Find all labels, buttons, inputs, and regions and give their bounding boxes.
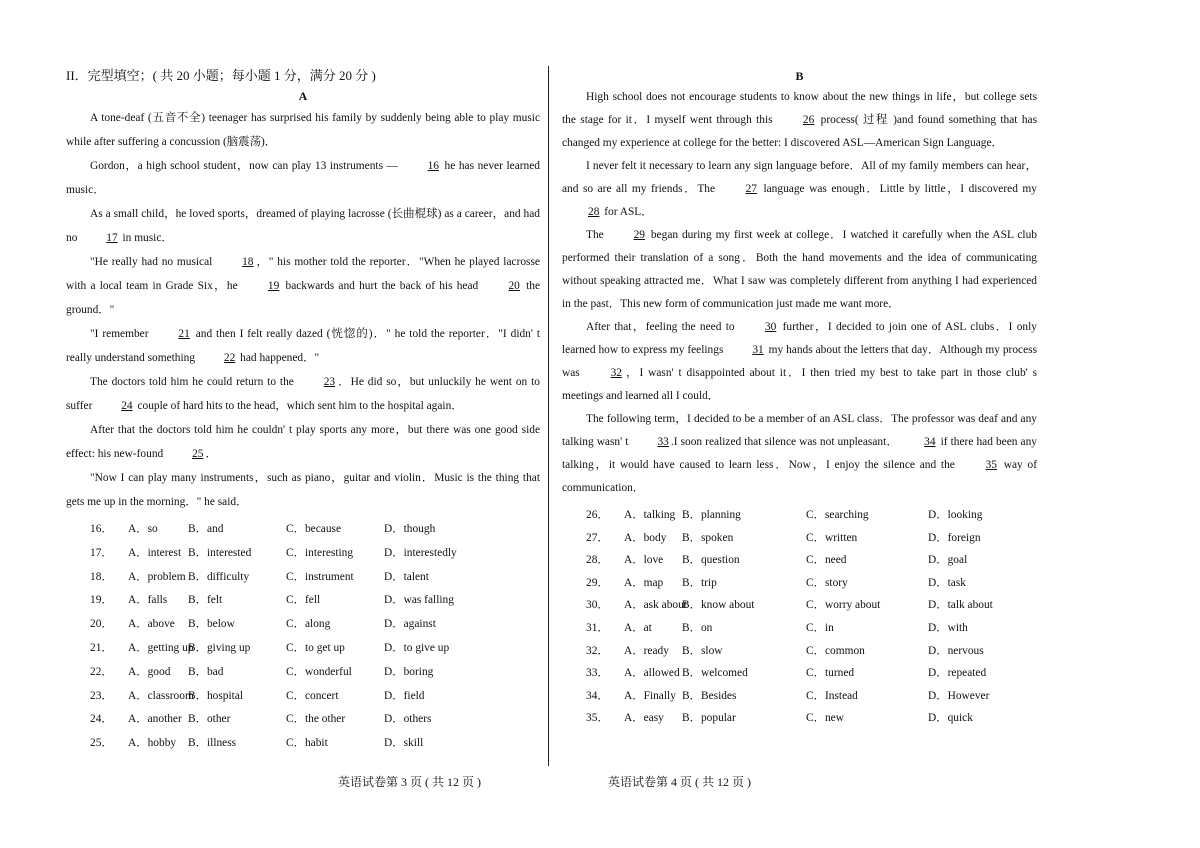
question-row: [562, 504, 1037, 527]
question-number: 35．: [586, 712, 609, 725]
option-b: B．illness: [188, 737, 237, 750]
question-row: [66, 732, 540, 756]
paragraph-text: "I remember: [90, 328, 153, 340]
option-a: A．body: [624, 531, 667, 544]
option-a: A．talking: [624, 509, 676, 521]
question-row: [66, 661, 540, 685]
option-b: B．difficulty: [188, 570, 250, 583]
blank-number: 20: [508, 280, 520, 292]
option-d: D．repeated: [928, 667, 987, 680]
option-b: B．below: [188, 618, 235, 631]
question-row: [562, 707, 1037, 730]
question-number: 32．: [586, 644, 609, 657]
question-row: [562, 549, 1037, 572]
paragraph-text: further，I decided to join one of ASL clubs．I only learned how to express my feelings: [562, 321, 1037, 356]
blank-number: 29: [633, 229, 645, 241]
blank-number: 26: [802, 114, 815, 126]
paragraph-text: backwards and hurt the back of his head: [281, 280, 483, 292]
option-b: B．popular: [682, 712, 736, 725]
option-a: A．hobby: [128, 737, 177, 750]
option-b: B．felt: [188, 594, 223, 607]
question-row: [562, 594, 1037, 617]
option-d: D．boring: [384, 665, 434, 678]
option-d: D．nervous: [928, 644, 984, 657]
paragraph: [66, 250, 540, 322]
question-number: 26．: [586, 509, 609, 521]
paragraph-text: began during my first week at college．I watched it carefully when the ASL club performed their translation of a song．Both the hand movements and the idea of communicating without speaking attracted me．What I saw was completely different from anything I had experienced in the past．This new form of communication just made me want more．: [562, 229, 1037, 310]
paragraph-text: The: [586, 229, 608, 241]
section-title: II．完型填空；( 共 20 小题；每小题 1 分，满分 20 分 ): [66, 68, 376, 83]
option-b: B．question: [682, 554, 740, 567]
question-number: 18．: [90, 570, 113, 583]
paragraph: [562, 224, 1037, 316]
option-d: D．to give up: [384, 641, 450, 654]
paragraph: [562, 155, 1037, 224]
footer-left: 英语试卷第 3 页 ( 共 12 页 ): [338, 775, 481, 789]
question-number: 23．: [90, 689, 113, 702]
option-c: C．habit: [286, 737, 328, 750]
question-number: 29．: [586, 576, 609, 589]
option-c: C．the other: [286, 713, 346, 726]
paragraph-text: A tone-deaf (五音不全) teenager has surprised his family by suddenly being able to play music while after suffering a concussion (脑震荡)．: [66, 112, 540, 148]
paragraph: [562, 316, 1037, 408]
question-number: 30．: [586, 599, 609, 612]
paragraph-text: my hands about the letters that day．Although my process was: [562, 344, 1037, 379]
option-b: B．Besides: [682, 689, 737, 702]
question-number: 19．: [90, 594, 113, 607]
column-divider: [548, 66, 549, 766]
option-a: A．at: [624, 621, 652, 634]
paragraph-text: in music．: [119, 232, 173, 244]
paragraph: [66, 154, 540, 202]
question-row: [562, 572, 1037, 595]
passage-b-body: [562, 86, 1037, 500]
paragraph-text: ，I wasn' t disappointed about it．I then tried my best to take part in those club' s meetings and learned all I could．: [562, 367, 1038, 402]
option-c: C．written: [806, 531, 858, 544]
footer-right: 英语试卷第 4 页 ( 共 12 页 ): [608, 775, 751, 789]
paragraph-text: High school does not encourage students to know about the new things in life，but college sets the stage for it．I myself went through this: [562, 91, 1037, 126]
question-number: 28．: [586, 554, 609, 567]
paragraph-text: Gordon，a high school student，now can play 13 instruments —: [90, 160, 402, 172]
paragraph: [562, 86, 1037, 155]
option-b: B．planning: [682, 509, 741, 521]
question-row: [562, 640, 1037, 663]
paragraph: [66, 322, 540, 370]
blank-number: 21: [178, 328, 190, 340]
option-c: C．common: [806, 644, 865, 657]
option-a: A．so: [128, 523, 158, 535]
question-row: [562, 662, 1037, 685]
blank-number: 27: [745, 183, 757, 195]
option-d: D．with: [928, 621, 968, 634]
paragraph-text: ．: [205, 448, 217, 460]
option-b: B．other: [188, 713, 231, 726]
blank-number: 18: [242, 256, 254, 268]
left-column: [66, 66, 540, 756]
paragraph-text: "Now I can play many instruments，such as piano，guitar and violin．Music is the thing that gets me up in the morning．" he said．: [66, 472, 540, 508]
option-c: C．fell: [286, 594, 321, 607]
paragraph: [66, 202, 540, 250]
option-b: B．spoken: [682, 531, 734, 544]
option-d: D．talk about: [928, 599, 993, 612]
paragraph-text: for ASL．: [601, 206, 653, 218]
option-b: B．bad: [188, 665, 224, 678]
option-d: D．foreign: [928, 531, 981, 544]
option-d: D．field: [384, 689, 425, 702]
question-number: 33．: [586, 667, 609, 680]
option-b: B．and: [188, 523, 224, 535]
option-d: D．others: [384, 713, 432, 726]
paragraph-text: way of communication．: [562, 459, 1037, 494]
paragraph-text: After that the doctors told him he couldn' t play sports any more，but there was one good side effect: his new-found: [66, 424, 540, 460]
paragraph-text: couple of hard hits to the head，which sent him to the hospital again．: [134, 400, 463, 412]
option-d: D．quick: [928, 712, 973, 725]
question-row: [562, 527, 1037, 550]
question-number: 21．: [90, 641, 113, 654]
blank-number: 30: [764, 321, 777, 333]
question-number: 25．: [90, 737, 113, 750]
option-a: A．problem: [128, 570, 186, 583]
paragraph-text: As a small child，he loved sports，dreamed of playing lacrosse (长曲棍球) as a career，and had no: [66, 208, 540, 244]
question-row: [66, 542, 540, 566]
paragraph-text: ，" his mother told the reporter．"When he played lacrosse with a local team in Grade Six，he: [66, 256, 540, 292]
question-row: [562, 685, 1037, 708]
question-number: 16．: [90, 523, 113, 535]
option-a: A．above: [128, 618, 175, 631]
blank-number: 35: [985, 459, 997, 471]
question-row: [66, 637, 540, 661]
passage-a-body: [66, 106, 540, 514]
question-number: 31．: [586, 621, 609, 634]
option-b: B．welcomed: [682, 667, 748, 680]
option-c: C．concert: [286, 689, 339, 702]
option-c: C．instrument: [286, 570, 354, 583]
option-d: D．skill: [384, 737, 424, 750]
blank-number: 22: [223, 352, 236, 364]
blank-number: 19: [267, 280, 280, 292]
paragraph-text: "He really had no musical: [90, 256, 217, 268]
option-a: A．ready: [624, 644, 669, 657]
paragraph: [66, 106, 540, 154]
paragraph-text: he has never learned music．: [66, 160, 540, 196]
option-c: C．need: [806, 554, 847, 567]
option-a: A．map: [624, 576, 664, 589]
passage-b-options: [562, 504, 1037, 730]
question-number: 22．: [90, 665, 113, 678]
option-c: C．wonderful: [286, 665, 352, 678]
paragraph-text: .I soon realized that silence was not unpleasant．: [670, 436, 899, 448]
option-c: C．because: [286, 523, 342, 535]
option-c: C．new: [806, 712, 844, 725]
option-a: A．getting up: [128, 641, 194, 654]
option-d: D．talent: [384, 570, 429, 583]
question-row: [66, 566, 540, 590]
option-d: D．task: [928, 576, 966, 589]
question-row: [66, 589, 540, 613]
paragraph-text: The following term，I decided to be a member of an ASL class．The professor was deaf and any talking wasn' t: [562, 413, 1037, 448]
blank-number: 17: [106, 232, 118, 244]
option-c: C．searching: [806, 509, 869, 521]
option-c: C．to get up: [286, 641, 345, 654]
option-b: B．know about: [682, 599, 755, 612]
option-c: C．story: [806, 576, 848, 589]
option-a: A．falls: [128, 594, 168, 607]
paragraph-text: if there had been any talking，it would have caused to learn less．Now，I enjoy the silence and the: [562, 436, 1037, 471]
paragraph-text: The doctors told him he could return to the: [90, 376, 298, 388]
option-c: C．in: [806, 621, 834, 634]
option-a: A．good: [128, 665, 171, 678]
paragraph-text: and then I felt really dazed (恍惚的)．" he told the reporter．"I didn' t really understand something: [66, 328, 540, 364]
option-c: C．interesting: [286, 546, 354, 559]
option-a: A．love: [624, 554, 664, 567]
passage-a-options: [66, 518, 540, 756]
right-column: [562, 66, 1037, 730]
question-number: 34．: [586, 689, 609, 702]
blank-number: 31: [752, 344, 764, 356]
option-d: D．against: [384, 618, 436, 631]
option-c: C．worry about: [806, 599, 881, 612]
option-d: D．was falling: [384, 594, 454, 607]
question-number: 27．: [586, 531, 609, 544]
blank-number: 24: [121, 400, 133, 412]
question-number: 20．: [90, 618, 113, 631]
option-d: D．interestedly: [384, 546, 457, 559]
paragraph-text: the ground．": [66, 280, 540, 316]
option-a: A．allowed: [624, 667, 680, 680]
blank-number: 33: [657, 436, 669, 448]
option-a: A．ask about: [624, 599, 687, 612]
paragraph: [66, 418, 540, 466]
option-b: B．on: [682, 621, 713, 634]
option-c: C．Instead: [806, 689, 858, 702]
option-d: D．goal: [928, 554, 968, 567]
option-a: A．another: [128, 713, 182, 726]
passage-b-heading: B: [795, 69, 804, 83]
blank-number: 28: [588, 206, 600, 218]
option-d: D．However: [928, 689, 990, 702]
paragraph-text: I never felt it necessary to learn any sign language before．All of my family members can hear，and so are all my friends．The: [562, 160, 1037, 195]
paragraph-text: process( 过程 )and found something that has changed my experience at college for the better: I discovered ASL—American Sign Language．: [562, 114, 1037, 149]
paragraph-text: had happened．": [237, 352, 320, 364]
option-c: C．turned: [806, 667, 855, 680]
blank-number: 23: [323, 376, 336, 388]
paragraph: [562, 408, 1037, 500]
paragraph-text: ．He did so，but unluckily he went on to suffer: [66, 376, 541, 412]
option-a: A．classroom: [128, 689, 194, 702]
question-number: 17．: [90, 546, 113, 559]
paragraph: [66, 466, 540, 514]
option-b: B．trip: [682, 576, 717, 589]
question-number: 24．: [90, 713, 113, 726]
blank-number: 34: [924, 436, 936, 448]
option-b: B．slow: [682, 644, 723, 657]
option-d: D．though: [384, 523, 436, 535]
question-row: [66, 613, 540, 637]
option-c: C．along: [286, 618, 331, 631]
paragraph: [66, 370, 540, 418]
paragraph-text: After that，feeling the need to: [586, 321, 739, 333]
blank-number: 32: [610, 367, 622, 379]
option-b: B．hospital: [188, 689, 244, 702]
passage-a-heading: A: [298, 89, 308, 103]
option-b: B．giving up: [188, 641, 251, 654]
option-b: B．interested: [188, 546, 252, 559]
blank-number: 25: [192, 448, 204, 460]
question-row: [66, 518, 540, 542]
question-row: [66, 708, 540, 732]
option-a: A．easy: [624, 712, 664, 725]
option-d: D．looking: [928, 509, 983, 521]
question-row: [562, 617, 1037, 640]
blank-number: 16: [427, 160, 439, 172]
question-row: [66, 685, 540, 709]
paragraph-text: language was enough．Little by little，I discovered my: [758, 183, 1037, 195]
option-a: A．interest: [128, 546, 182, 559]
option-a: A．Finally: [624, 689, 676, 702]
